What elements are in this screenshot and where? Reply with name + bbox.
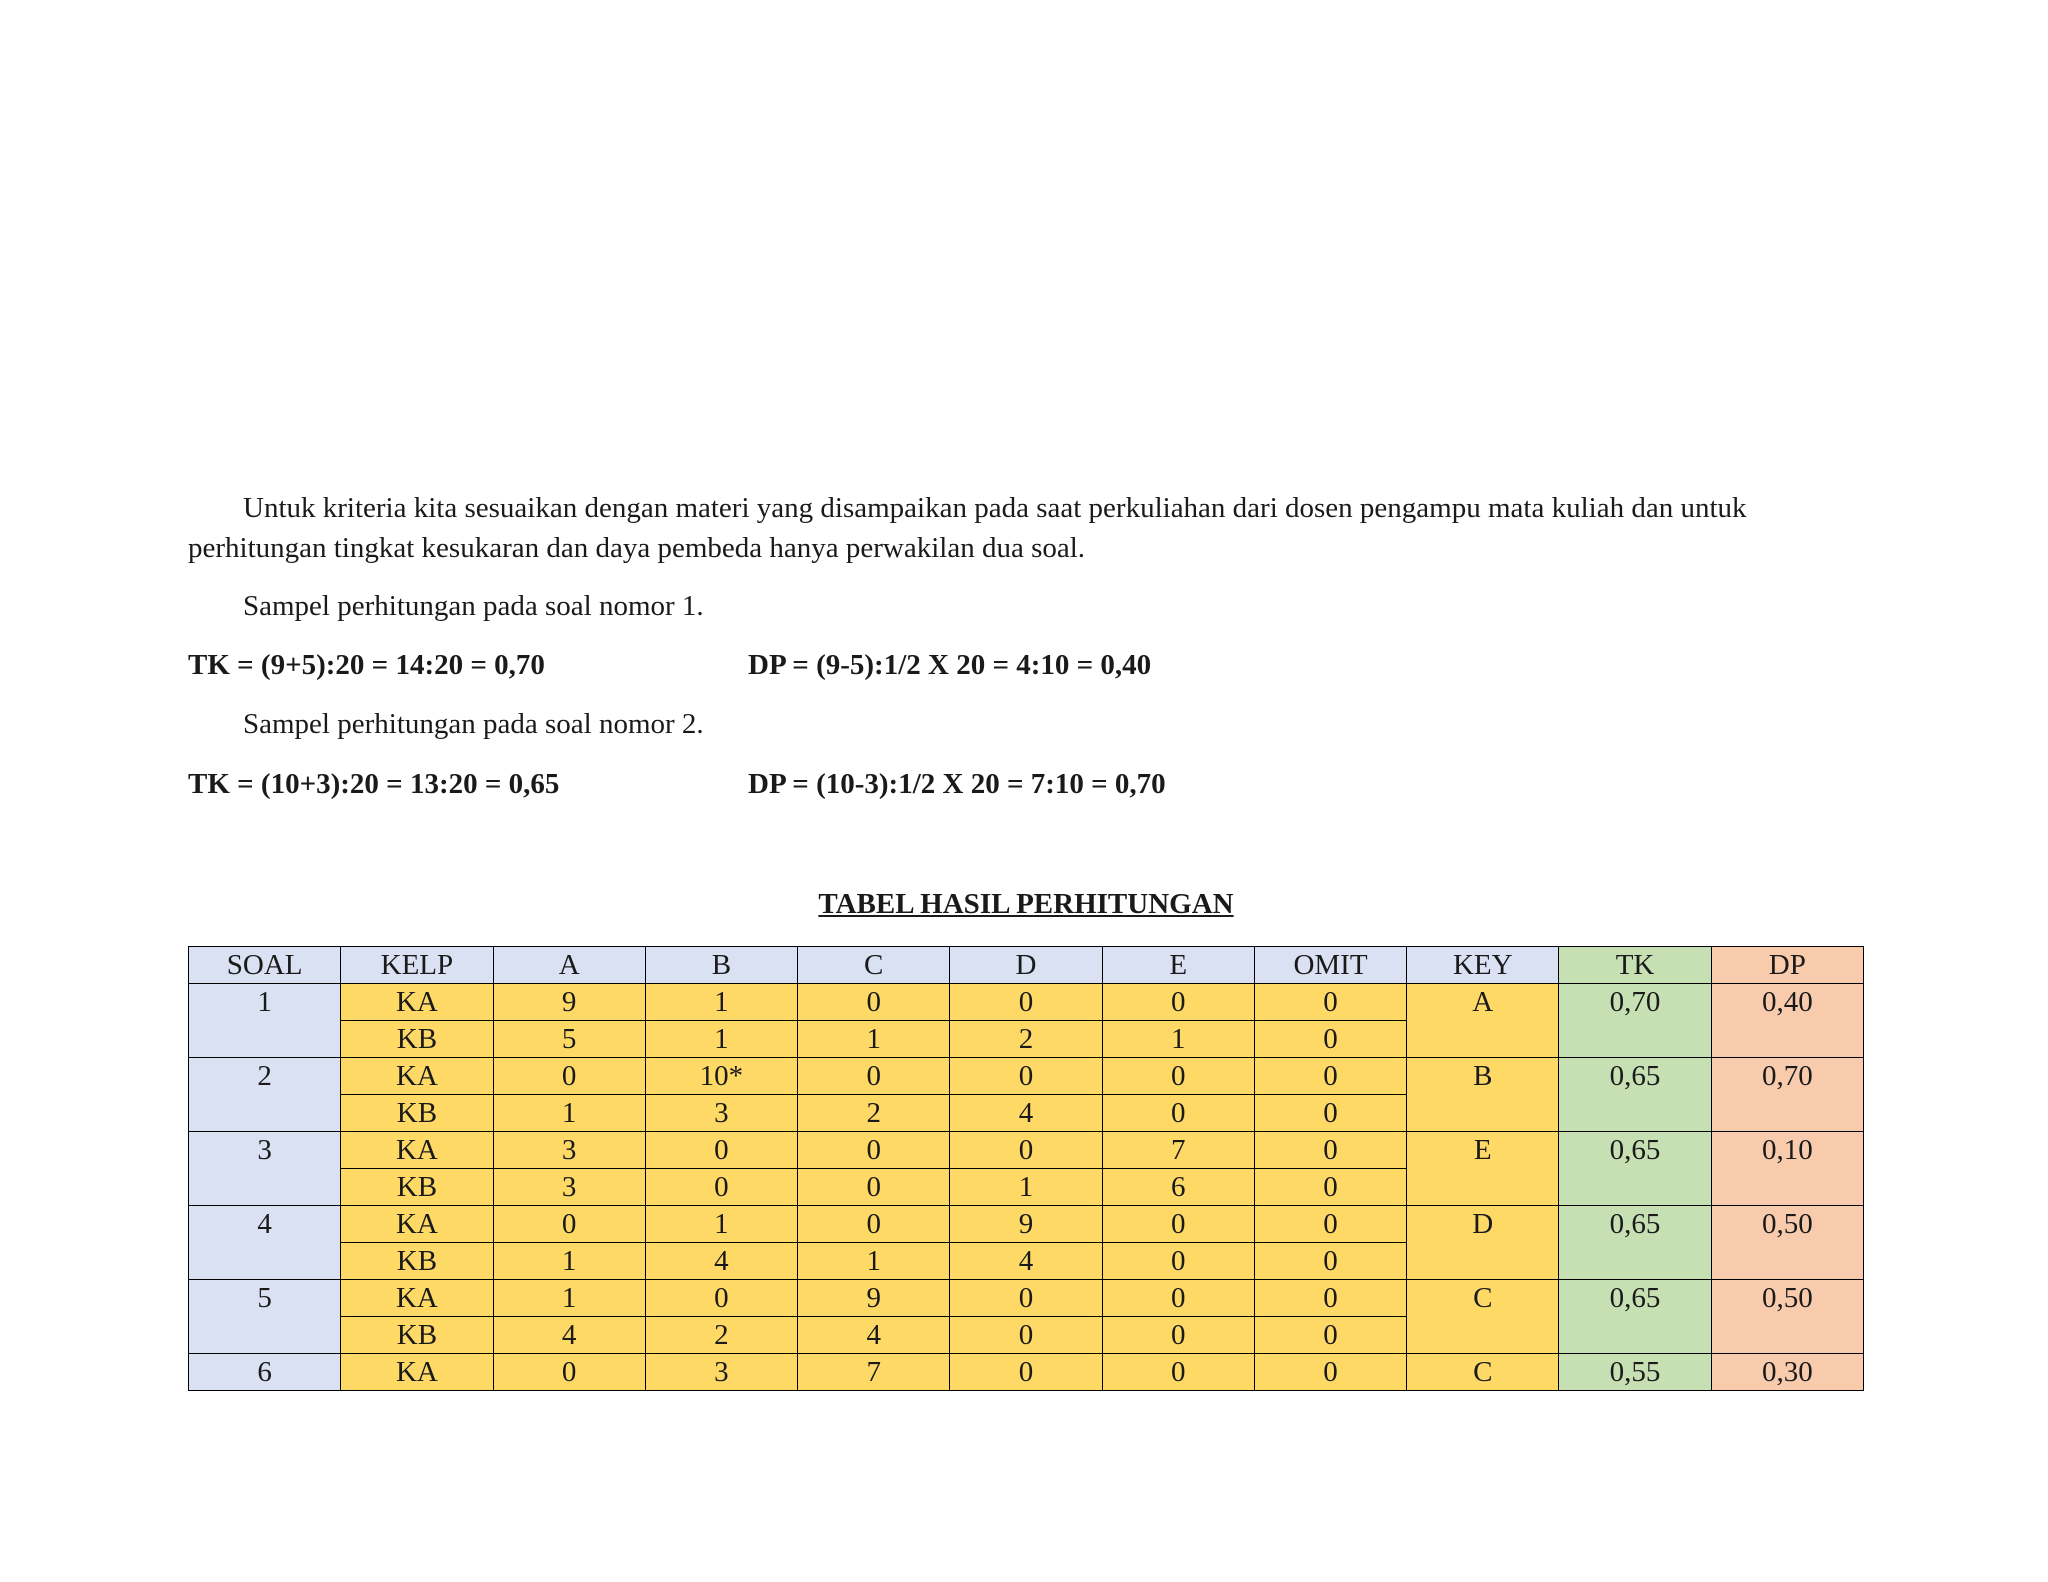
key-cell: E (1407, 1132, 1559, 1206)
option-e-cell: 0 (1102, 1206, 1254, 1243)
dp-cell: 0,70 (1711, 1058, 1863, 1132)
option-e-cell: 7 (1102, 1132, 1254, 1169)
soal-cell: 3 (189, 1132, 341, 1206)
soal-cell: 4 (189, 1206, 341, 1280)
table-row (189, 1058, 1864, 1095)
tk-cell: 0,65 (1559, 1132, 1711, 1206)
key-cell: B (1407, 1058, 1559, 1132)
tk-cell: 0,65 (1559, 1206, 1711, 1280)
header-kelp: KELP (341, 947, 493, 984)
kelp-cell: KA (341, 1132, 493, 1169)
key-cell: A (1407, 984, 1559, 1058)
table-header-row (189, 947, 1864, 984)
soal-cell: 5 (189, 1280, 341, 1354)
option-a-cell: 3 (493, 1132, 645, 1169)
table-title: TABEL HASIL PERHITUNGAN (818, 888, 1234, 920)
formula-row-2 (188, 764, 1688, 804)
option-c-cell: 2 (798, 1095, 950, 1132)
kelp-cell: KA (341, 1354, 493, 1391)
table-row (189, 1206, 1864, 1243)
option-c-cell: 1 (798, 1243, 950, 1280)
omit-cell: 0 (1254, 1280, 1406, 1317)
option-c-cell: 0 (798, 1058, 950, 1095)
table-row (189, 1354, 1864, 1391)
option-d-cell: 2 (950, 1021, 1102, 1058)
kelp-cell: KB (341, 1021, 493, 1058)
key-cell: C (1407, 1280, 1559, 1354)
option-b-cell: 2 (645, 1317, 797, 1354)
key-cell: C (1407, 1354, 1559, 1391)
option-b-cell: 4 (645, 1243, 797, 1280)
dp-formula-2: DP = (10-3):1/2 X 20 = 7:10 = 0,70 (748, 768, 1166, 800)
omit-cell: 0 (1254, 1169, 1406, 1206)
option-a-cell: 9 (493, 984, 645, 1021)
omit-cell: 0 (1254, 1243, 1406, 1280)
key-cell: D (1407, 1206, 1559, 1280)
soal-cell: 2 (189, 1058, 341, 1132)
omit-cell: 0 (1254, 1058, 1406, 1095)
option-c-cell: 4 (798, 1317, 950, 1354)
soal-cell: 1 (189, 984, 341, 1058)
omit-cell: 0 (1254, 984, 1406, 1021)
omit-cell: 0 (1254, 1354, 1406, 1391)
kelp-cell: KA (341, 1280, 493, 1317)
table-row (189, 984, 1864, 1021)
option-e-cell: 0 (1102, 1243, 1254, 1280)
option-b-cell: 1 (645, 1021, 797, 1058)
option-e-cell: 6 (1102, 1169, 1254, 1206)
option-c-cell: 1 (798, 1021, 950, 1058)
table-row (189, 1280, 1864, 1317)
dp-cell: 0,50 (1711, 1280, 1863, 1354)
dp-cell: 0,50 (1711, 1206, 1863, 1280)
option-a-cell: 0 (493, 1058, 645, 1095)
option-d-cell: 0 (950, 1058, 1102, 1095)
kelp-cell: KA (341, 1058, 493, 1095)
tk-formula-2: TK = (10+3):20 = 13:20 = 0,65 (188, 768, 560, 800)
option-b-cell: 3 (645, 1095, 797, 1132)
tk-cell: 0,70 (1559, 984, 1711, 1058)
omit-cell: 0 (1254, 1317, 1406, 1354)
formula-row-1 (188, 645, 1688, 685)
kelp-cell: KB (341, 1317, 493, 1354)
kelp-cell: KB (341, 1095, 493, 1132)
option-d-cell: 0 (950, 1280, 1102, 1317)
header-omit: OMIT (1254, 947, 1406, 984)
dp-cell: 0,40 (1711, 984, 1863, 1058)
sample-2-heading: Sampel perhitungan pada soal nomor 2. (243, 708, 704, 740)
option-a-cell: 0 (493, 1354, 645, 1391)
omit-cell: 0 (1254, 1021, 1406, 1058)
option-b-cell: 0 (645, 1169, 797, 1206)
option-a-cell: 4 (493, 1317, 645, 1354)
tk-cell: 0,65 (1559, 1280, 1711, 1354)
option-d-cell: 0 (950, 1132, 1102, 1169)
header-dp: DP (1711, 947, 1863, 984)
option-e-cell: 0 (1102, 1354, 1254, 1391)
option-c-cell: 0 (798, 1169, 950, 1206)
option-e-cell: 0 (1102, 1058, 1254, 1095)
option-a-cell: 5 (493, 1021, 645, 1058)
omit-cell: 0 (1254, 1095, 1406, 1132)
header-tk: TK (1559, 947, 1711, 984)
header-soal: SOAL (189, 947, 341, 984)
header-key: KEY (1407, 947, 1559, 984)
tk-cell: 0,55 (1559, 1354, 1711, 1391)
option-e-cell: 0 (1102, 984, 1254, 1021)
option-a-cell: 1 (493, 1243, 645, 1280)
option-d-cell: 0 (950, 1354, 1102, 1391)
option-a-cell: 3 (493, 1169, 645, 1206)
option-d-cell: 4 (950, 1243, 1102, 1280)
option-d-cell: 9 (950, 1206, 1102, 1243)
header-d: D (950, 947, 1102, 984)
option-a-cell: 1 (493, 1095, 645, 1132)
option-b-cell: 0 (645, 1280, 797, 1317)
option-c-cell: 0 (798, 1132, 950, 1169)
option-c-cell: 9 (798, 1280, 950, 1317)
dp-formula-1: DP = (9-5):1/2 X 20 = 4:10 = 0,40 (748, 649, 1152, 681)
kelp-cell: KA (341, 1206, 493, 1243)
kelp-cell: KB (341, 1169, 493, 1206)
option-b-cell: 3 (645, 1354, 797, 1391)
option-e-cell: 0 (1102, 1280, 1254, 1317)
header-c: C (798, 947, 950, 984)
soal-cell: 6 (189, 1354, 341, 1391)
option-d-cell: 4 (950, 1095, 1102, 1132)
header-b: B (645, 947, 797, 984)
option-c-cell: 7 (798, 1354, 950, 1391)
option-b-cell: 10* (645, 1058, 797, 1095)
option-d-cell: 0 (950, 1317, 1102, 1354)
header-a: A (493, 947, 645, 984)
sample-1-heading: Sampel perhitungan pada soal nomor 1. (243, 590, 704, 622)
option-b-cell: 1 (645, 984, 797, 1021)
dp-cell: 0,30 (1711, 1354, 1863, 1391)
table-row (189, 1132, 1864, 1169)
option-a-cell: 0 (493, 1206, 645, 1243)
kelp-cell: KB (341, 1243, 493, 1280)
header-e: E (1102, 947, 1254, 984)
option-e-cell: 0 (1102, 1095, 1254, 1132)
option-e-cell: 1 (1102, 1021, 1254, 1058)
omit-cell: 0 (1254, 1132, 1406, 1169)
option-b-cell: 0 (645, 1132, 797, 1169)
tk-formula-1: TK = (9+5):20 = 14:20 = 0,70 (188, 649, 545, 681)
option-b-cell: 1 (645, 1206, 797, 1243)
option-d-cell: 0 (950, 984, 1102, 1021)
option-c-cell: 0 (798, 984, 950, 1021)
dp-cell: 0,10 (1711, 1132, 1863, 1206)
tk-cell: 0,65 (1559, 1058, 1711, 1132)
kelp-cell: KA (341, 984, 493, 1021)
option-a-cell: 1 (493, 1280, 645, 1317)
results-table (188, 946, 1864, 1391)
omit-cell: 0 (1254, 1206, 1406, 1243)
option-c-cell: 0 (798, 1206, 950, 1243)
option-d-cell: 1 (950, 1169, 1102, 1206)
option-e-cell: 0 (1102, 1317, 1254, 1354)
intro-paragraph: Untuk kriteria kita sesuaikan dengan materi yang disampaikan pada saat perkuliahan dari dosen pengampu mata kuliah dan untuk perhitungan tingkat kesukaran dan daya pembeda hanya perwakilan dua soal. (188, 492, 1747, 564)
table-body (189, 984, 1864, 1391)
